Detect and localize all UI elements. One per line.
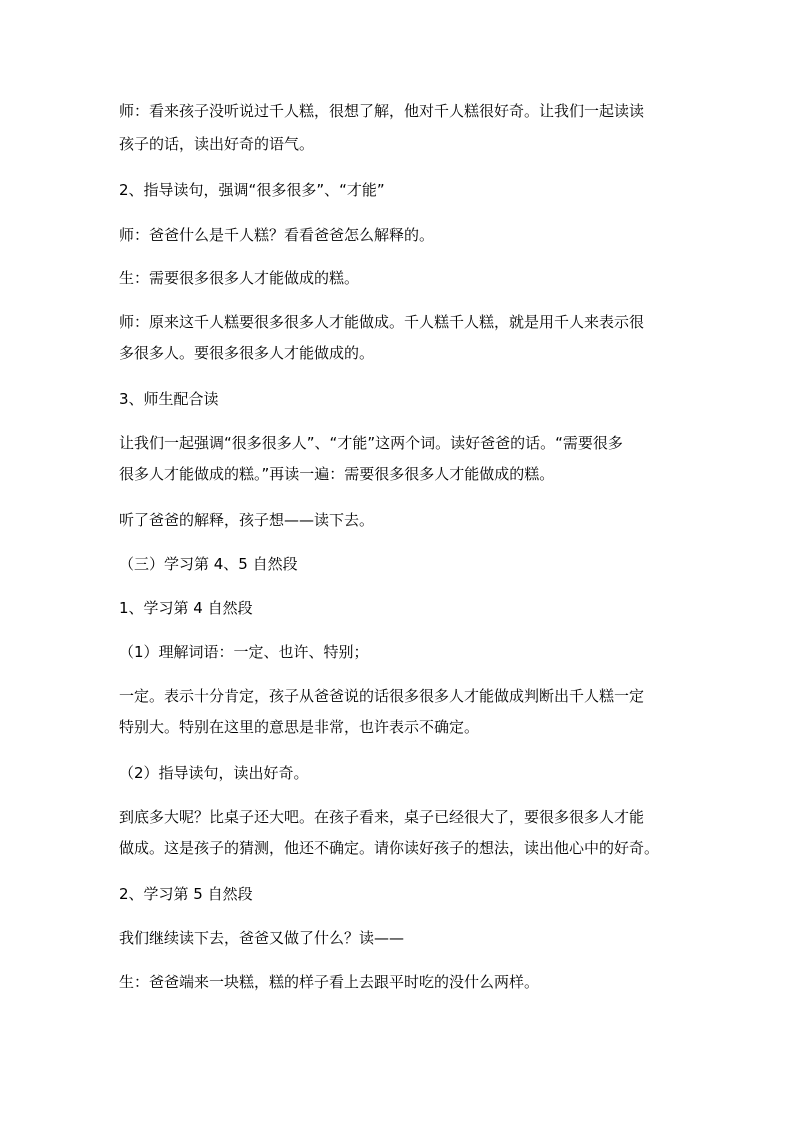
paragraph-line: 特别大。特别在这里的意思是非常，也许表示不确定。 (119, 718, 480, 736)
paragraph-line: 生：需要很多很多人才能做成的糕。 (119, 269, 360, 287)
paragraph-line: 师：看来孩子没听说过千人糕，很想了解，他对千人糕很好奇。让我们一起读读 (119, 102, 645, 120)
paragraph-line: 让我们一起强调“很多很多人”、“才能”这两个词。读好爸爸的话。“需要很多 (119, 434, 623, 452)
paragraph-line: 到底多大呢？比桌子还大吧。在孩子看来，桌子已经很大了，要很多很多人才能 (119, 808, 645, 826)
paragraph-line: 我们继续读下去，爸爸又做了什么？读—— (119, 929, 405, 947)
section-heading: 3、师生配合读 (119, 390, 219, 408)
paragraph-line: 孩子的话，读出好奇的语气。 (119, 135, 315, 153)
paragraph-line: 师：原来这千人糕要很多很多人才能做成。千人糕千人糕，就是用千人来表示很 (119, 313, 645, 331)
paragraph-line: 很多人才能做成的糕。”再读一遍：需要很多很多人才能做成的糕。 (119, 465, 555, 483)
section-heading: 1、学习第 4 自然段 (119, 599, 253, 617)
paragraph-line: 师：爸爸什么是千人糕？看看爸爸怎么解释的。 (119, 226, 435, 244)
paragraph-line: 生：爸爸端来一块糕，糕的样子看上去跟平时吃的没什么两样。 (119, 973, 540, 991)
subsection-heading: （1）理解词语：一定、也许、特别； (119, 643, 369, 661)
paragraph-line: 做成。这是孩子的猜测，他还不确定。请你读好孩子的想法，读出他心中的好奇。 (119, 839, 660, 857)
subsection-heading: （2）指导读句，读出好奇。 (119, 764, 309, 782)
paragraph-line: 听了爸爸的解释，孩子想——读下去。 (119, 511, 375, 529)
paragraph-line: 多很多人。要很多很多人才能做成的。 (119, 344, 375, 362)
section-heading: （三）学习第 4、5 自然段 (119, 555, 298, 573)
section-heading: 2、学习第 5 自然段 (119, 885, 253, 903)
section-heading: 2、指导读句，强调“很多很多”、“才能” (119, 181, 385, 199)
paragraph-line: 一定。表示十分肯定，孩子从爸爸说的话很多很多人才能做成判断出千人糕一定 (119, 687, 645, 705)
